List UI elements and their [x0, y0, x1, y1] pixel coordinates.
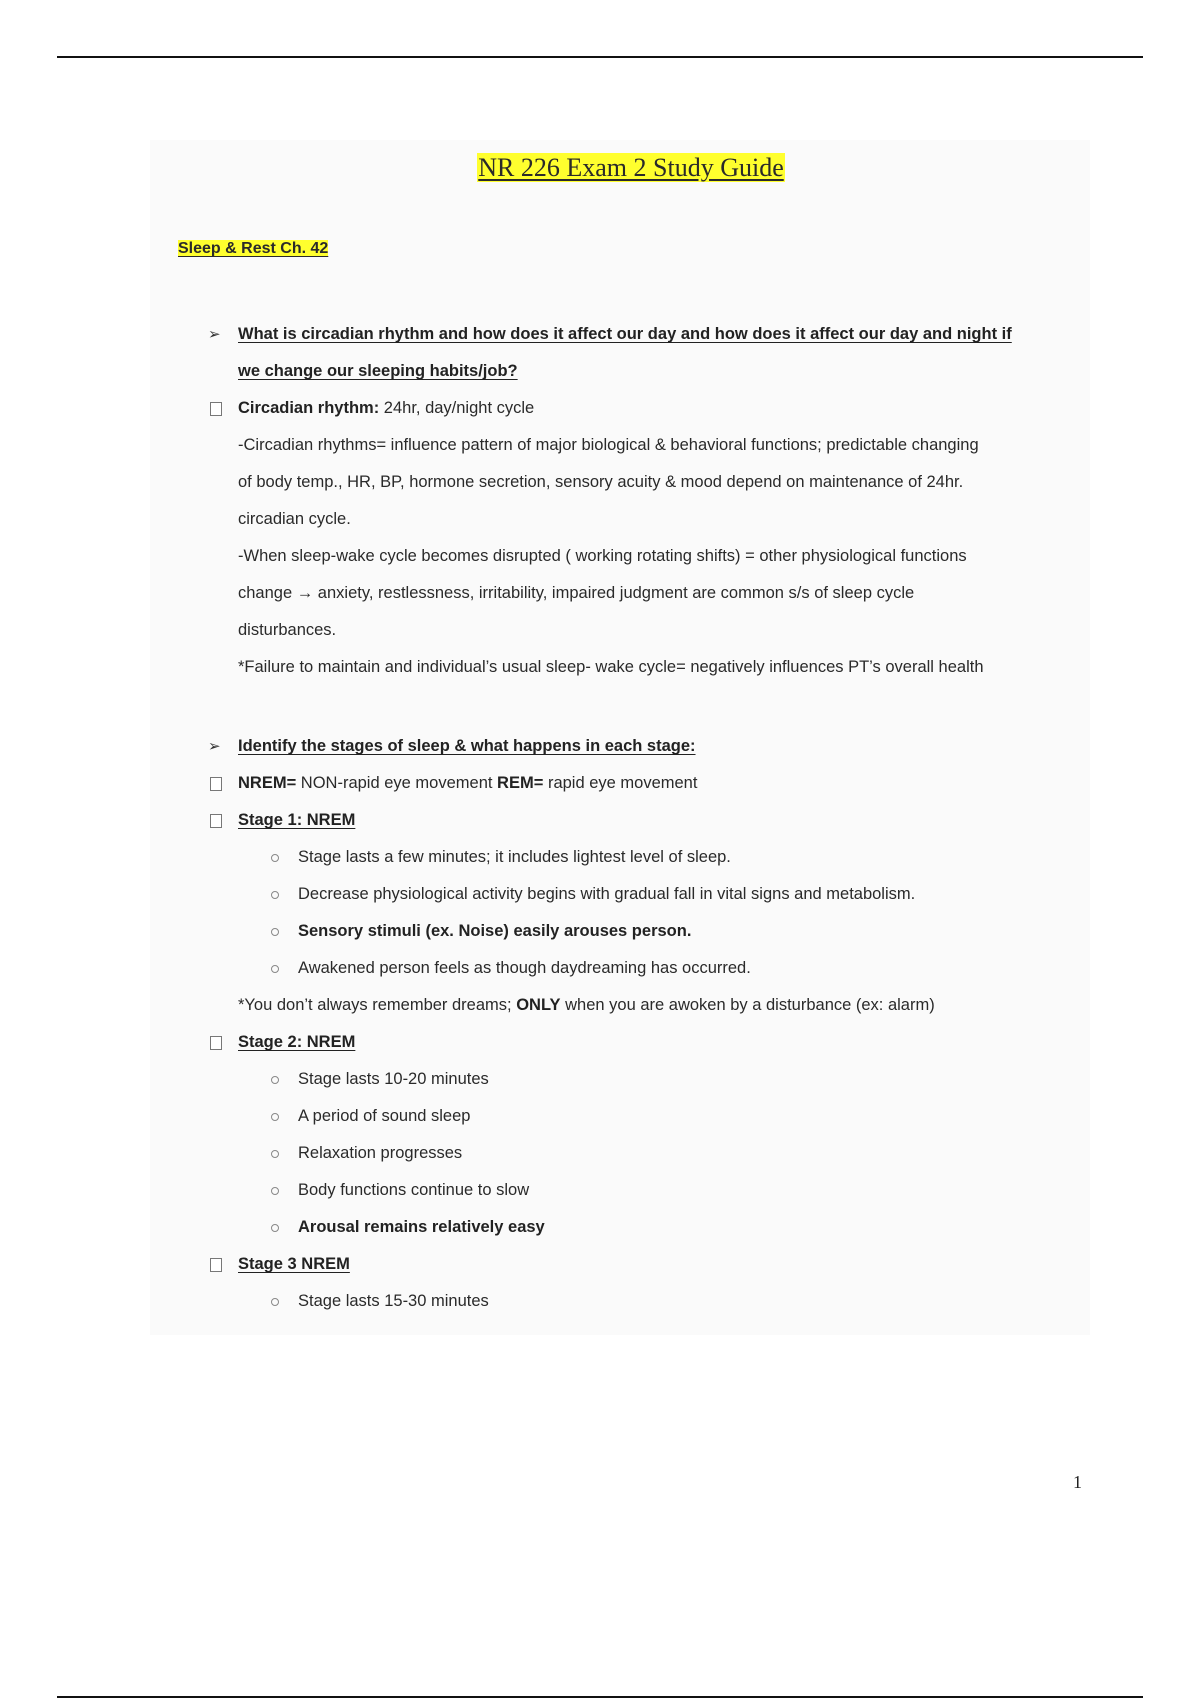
section-heading-text: Sleep & Rest Ch. 42	[178, 240, 329, 257]
circadian-rhythm-item	[208, 390, 1108, 427]
stage-2-label: Stage 2: NREM	[238, 1033, 356, 1051]
note-pre: *You don’t always remember dreams;	[238, 996, 517, 1014]
circle-bullet-icon	[271, 1298, 279, 1306]
stage-2-item	[208, 1061, 1108, 1098]
rem-label: REM=	[497, 774, 544, 792]
question-1	[208, 316, 1108, 353]
stage-3-item	[208, 1283, 1108, 1320]
checkbox-icon	[210, 777, 222, 791]
stage-2-item-text: Relaxation progresses	[298, 1144, 463, 1162]
checkbox-icon	[210, 1258, 222, 1272]
rem-text: rapid eye movement	[543, 774, 698, 792]
circadian-p2-line3: disturbances.	[238, 621, 337, 639]
stage-2-item	[208, 1135, 1108, 1172]
stage-2-item-text: Arousal remains relatively easy	[298, 1218, 545, 1236]
nrem-label: NREM=	[238, 774, 297, 792]
document-body	[208, 316, 1108, 1320]
stage-1-item	[208, 876, 1108, 913]
circle-bullet-icon	[271, 1187, 279, 1195]
circadian-label: Circadian rhythm:	[238, 399, 380, 417]
stage-1-note	[208, 987, 1108, 1024]
stage-2-heading	[208, 1024, 1108, 1061]
circadian-p1-line3: circadian cycle.	[238, 510, 351, 528]
circle-bullet-icon	[271, 928, 279, 936]
stage-3-item-text: Stage lasts 15-30 minutes	[298, 1292, 489, 1310]
circadian-p1-line2: of body temp., HR, BP, hormone secretion, sensory acuity & mood depend on maintenance of 24hr.	[238, 473, 964, 491]
section-heading	[178, 238, 328, 260]
note-bold: ONLY	[516, 996, 561, 1014]
stage-3-heading	[208, 1246, 1108, 1283]
checkbox-icon	[210, 814, 222, 828]
spacer	[208, 686, 1108, 728]
circadian-p3: *Failure to maintain and individual’s usual sleep- wake cycle= negatively influences PT’s overall health	[238, 658, 984, 676]
stage-2-item-text: Stage lasts 10-20 minutes	[298, 1070, 489, 1088]
circadian-p1-line1: -Circadian rhythms= influence pattern of major biological & behavioral functions; predictable changing	[238, 436, 979, 454]
stage-2-item-text: A period of sound sleep	[298, 1107, 471, 1125]
arrow-bullet-icon: ➢	[208, 738, 221, 755]
question-1-cont	[208, 353, 1108, 390]
stage-3-label: Stage 3 NREM	[238, 1255, 350, 1273]
nrem-text: NON-rapid eye movement	[296, 774, 498, 792]
stage-2-item	[208, 1172, 1108, 1209]
bottom-rule	[57, 1696, 1143, 1698]
stage-2-item	[208, 1098, 1108, 1135]
stage-1-item	[208, 950, 1108, 987]
page-number: 1	[1073, 1472, 1082, 1492]
circadian-p2-line2: change → anxiety, restlessness, irritability, impaired judgment are common s/s of sleep cycle	[238, 584, 915, 602]
definitions-item	[208, 765, 1108, 802]
circle-bullet-icon	[271, 1113, 279, 1121]
stage-2-item	[208, 1209, 1108, 1246]
circadian-p2-line1: -When sleep-wake cycle becomes disrupted ( working rotating shifts) = other physiological functions	[238, 547, 967, 565]
circle-bullet-icon	[271, 1224, 279, 1232]
question-1-line-2: we change our sleeping habits/job?	[238, 362, 518, 380]
arrow-bullet-icon: ➢	[208, 326, 221, 343]
document-title	[0, 152, 1200, 184]
stage-1-item-text: Awakened person feels as though daydreaming has occurred.	[298, 959, 751, 977]
stage-1-item	[208, 839, 1108, 876]
note-post: when you are awoken by a disturbance (ex: alarm)	[560, 996, 935, 1014]
circle-bullet-icon	[271, 891, 279, 899]
question-1-line-1: What is circadian rhythm and how does it affect our day and how does it affect our day and night if	[238, 325, 1012, 343]
stage-2-item-text: Body functions continue to slow	[298, 1181, 530, 1199]
document-title-text: NR 226 Exam 2 Study Guide	[478, 153, 784, 182]
stage-1-heading	[208, 802, 1108, 839]
circle-bullet-icon	[271, 1150, 279, 1158]
checkbox-icon	[210, 1036, 222, 1050]
question-2	[208, 728, 1108, 765]
circle-bullet-icon	[271, 965, 279, 973]
stage-1-label: Stage 1: NREM	[238, 811, 356, 829]
stage-1-item-text: Sensory stimuli (ex. Noise) easily arouses person.	[298, 922, 692, 940]
stage-1-item-text: Decrease physiological activity begins with gradual fall in vital signs and metabolism.	[298, 885, 916, 903]
top-rule	[57, 56, 1143, 58]
circle-bullet-icon	[271, 1076, 279, 1084]
circle-bullet-icon	[271, 854, 279, 862]
stage-1-item-text: Stage lasts a few minutes; it includes lightest level of sleep.	[298, 848, 731, 866]
circadian-value: 24hr, day/night cycle	[379, 399, 535, 417]
question-2-text: Identify the stages of sleep & what happens in each stage:	[238, 737, 696, 755]
stage-1-item	[208, 913, 1108, 950]
checkbox-icon	[210, 402, 222, 416]
